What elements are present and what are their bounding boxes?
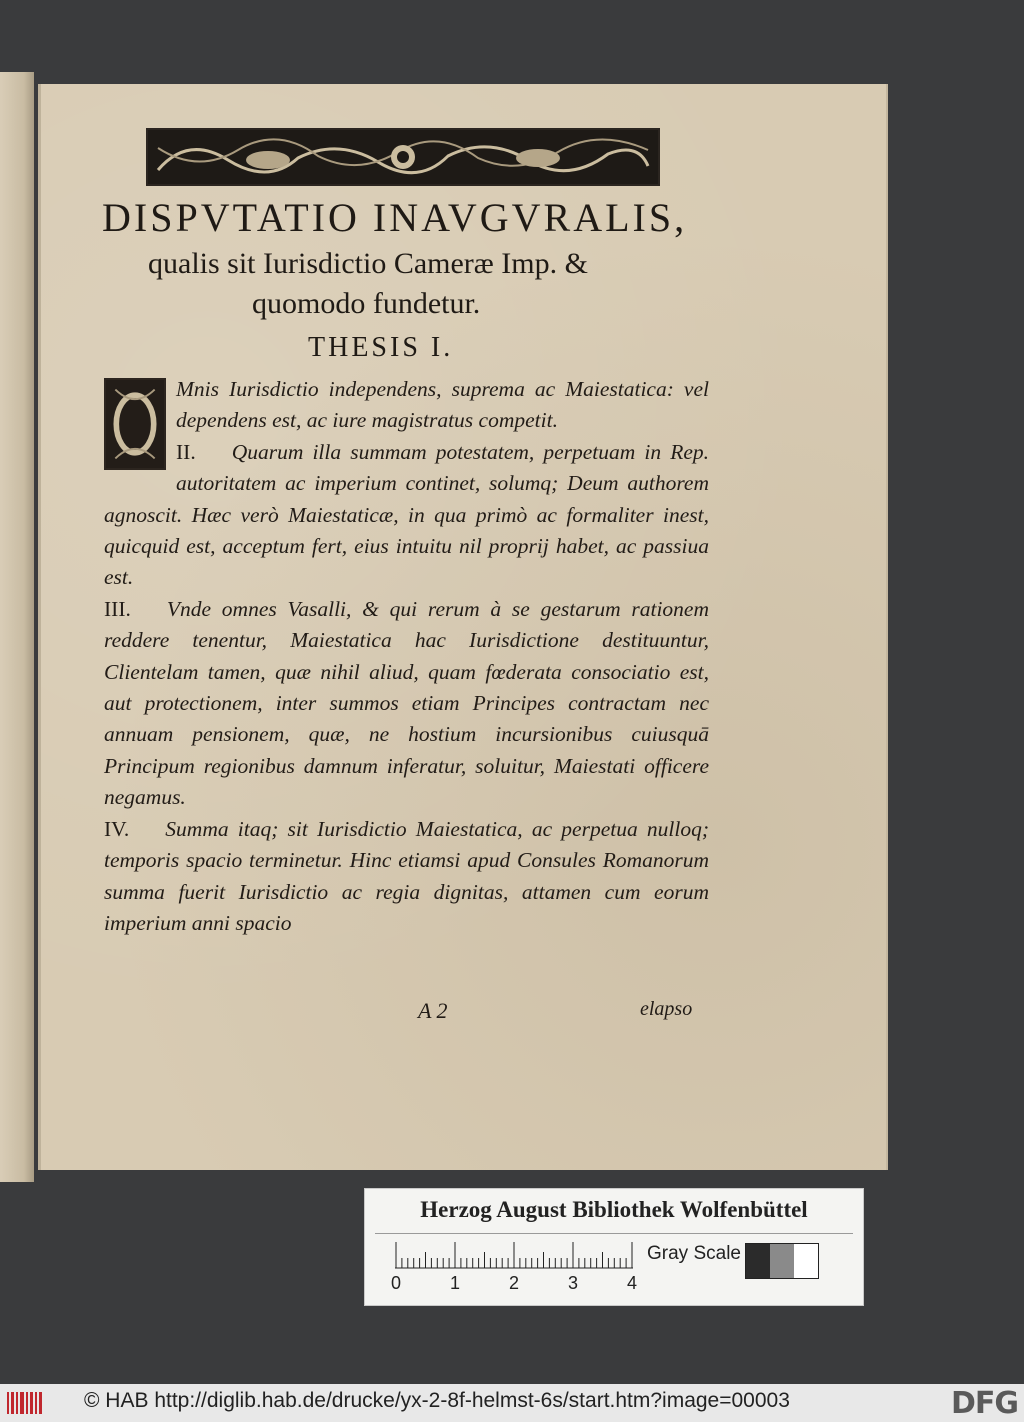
paragraph-4-number: IV. [104, 816, 130, 841]
paragraph-4 [104, 814, 709, 940]
footer-bar [0, 1384, 1024, 1422]
ruler-icon [395, 1241, 633, 1269]
paragraph-2-text: Quarum illa summam potestatem, perpetuam in Rep. autoritatem ac imperium continet, solumq; Deum authorem agnoscit. Hæc verò Maiestaticæ, in qua primò ac formaliter inest, quicquid est, acceptum fert, eius intuitu nil proprij habet, ac passiua est. [104, 439, 709, 590]
previous-page-edge [0, 72, 34, 1182]
paragraph-2 [104, 437, 709, 594]
gray-scale-swatches [745, 1243, 819, 1279]
card-divider [375, 1233, 853, 1234]
title-line-2: qualis sit Iurisdictio Cameræ Imp. & [148, 247, 588, 280]
book-page [38, 84, 888, 1170]
library-name: Herzog August Bibliothek Wolfenbüttel [420, 1197, 808, 1222]
thesis-heading: THESIS I. [308, 332, 454, 363]
decorated-initial-icon [104, 378, 166, 470]
ruler-digit-3: 3 [568, 1273, 579, 1293]
decorative-headpiece [146, 128, 660, 186]
paragraph-3-number: III. [104, 596, 131, 621]
paragraph-3 [104, 594, 709, 814]
ruler-digit-0: 0 [391, 1273, 402, 1293]
dfg-logo: DFG [950, 1386, 1018, 1421]
barcode-icon [6, 1390, 44, 1416]
swatch-light [794, 1244, 818, 1278]
paragraph-1 [104, 374, 709, 437]
paragraph-2-number: II. [176, 439, 196, 464]
thesis-text [104, 374, 709, 939]
color-scale-card [364, 1188, 864, 1306]
swatch-dark [746, 1244, 770, 1278]
ruler-digit-2: 2 [509, 1273, 520, 1293]
paragraph-4-text: Summa itaq; sit Iurisdictio Maiestatica, ac perpetua nulloq; temporis spacio terminetur. Hinc etiamsi apud Consules Romanorum summa fuerit Iurisdictio ac regia dignitas, attamen cum eorum imperium anni spacio [104, 816, 709, 935]
ruler-digit-1: 1 [450, 1273, 461, 1293]
copyright-url: © HAB http://diglib.hab.de/drucke/yx-2-8f-helmst-6s/start.htm?image=00003 [84, 1389, 790, 1412]
swatch-mid [770, 1244, 794, 1278]
title-line-1: DISPVTATIO INAVGVRALIS, [102, 195, 688, 240]
title-line-3: quomodo fundetur. [252, 287, 481, 320]
catchword: elapso [640, 998, 693, 1020]
paragraph-3-text: Vnde omnes Vasalli, & qui rerum à se gestarum rationem reddere tenentur, Maiestatica hac Iurisdictione destituuntur, Clientelam tamen, quæ nihil aliud, quam fœderata consociatio est, aut protectionem, inter summos etiam Principes contractam nec annuam pensionem, quæ, ne hostium incursionibus cuiusquā Principum regionibus damnum inferatur, soluitur, Maiestati officere negamus. [104, 596, 709, 810]
gray-scale-label: Gray Scale [647, 1243, 741, 1264]
page-signature: A 2 [418, 998, 448, 1023]
paragraph-1-text: Mnis Iurisdictio independens, suprema ac Maiestatica: vel dependens est, ac iure magistratus competit. [176, 377, 709, 433]
ruler-digit-4: 4 [627, 1273, 638, 1293]
document-title [100, 194, 860, 321]
